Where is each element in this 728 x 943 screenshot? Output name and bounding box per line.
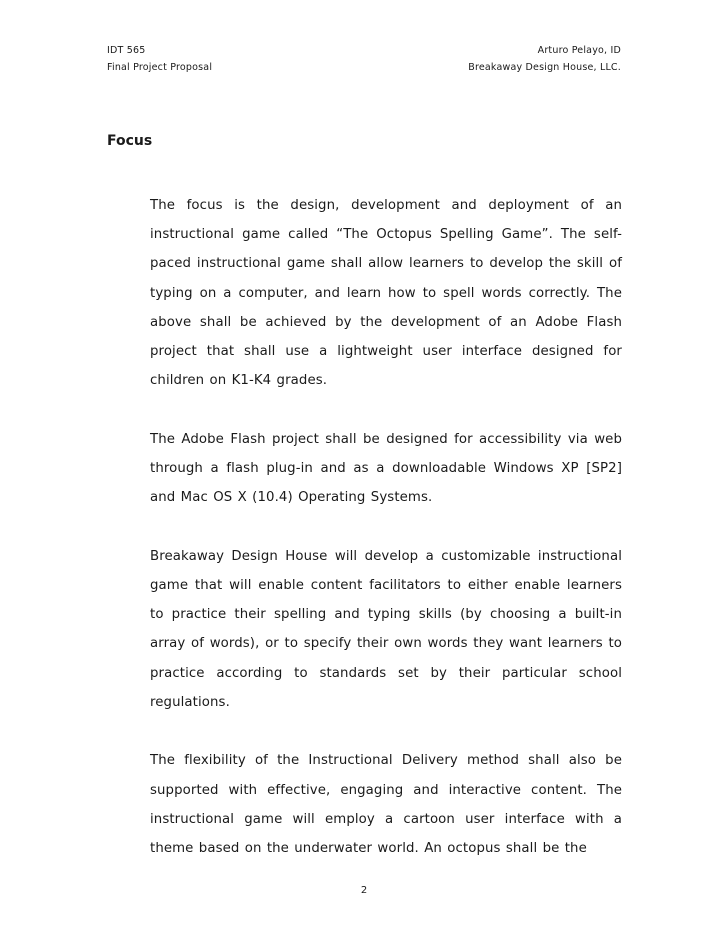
company-name: Breakaway Design House, LLC. — [468, 62, 621, 73]
paragraph-focus: The focus is the design, development and deployment of an instructional game called “The Octopus Spelling Game”. The self-paced instructional game shall allow learners to develop the skill of typing on a computer, and learn how to spell words correctly. The above shall be achieved by the development of an Adobe Flash project that shall use a lightweight user interface designed for children on K1-K4 grades. — [150, 198, 622, 389]
paragraph-flexibility: The flexibility of the Instructional Delivery method shall also be supported with effective, engaging and interactive content. The instructional game will employ a cartoon user interface with a theme based on the underwater world. An octopus shall be the — [150, 753, 622, 857]
body-text — [150, 191, 622, 893]
paragraph-customization: Breakaway Design House will develop a customizable instructional game that will enable content facilitators to either enable learners to practice their spelling and typing skills (by choosing a built-in array of words), or to specify their own words they want learners to practice according to standards set by their particular school regulations. — [150, 548, 622, 710]
section-heading: Focus — [107, 133, 153, 149]
page-header-left — [107, 42, 212, 76]
document-title: Final Project Proposal — [107, 62, 213, 73]
page-number: 2 — [360, 885, 368, 896]
page-header-right — [468, 42, 621, 76]
course-code: IDT 565 — [107, 45, 146, 56]
author-name: Arturo Pelayo, ID — [537, 45, 621, 56]
paragraph-accessibility: The Adobe Flash project shall be designed for accessibility via web through a flash plug-in and as a downloadable Windows XP [SP2] and Mac OS X (10.4) Operating Systems. — [150, 431, 622, 506]
